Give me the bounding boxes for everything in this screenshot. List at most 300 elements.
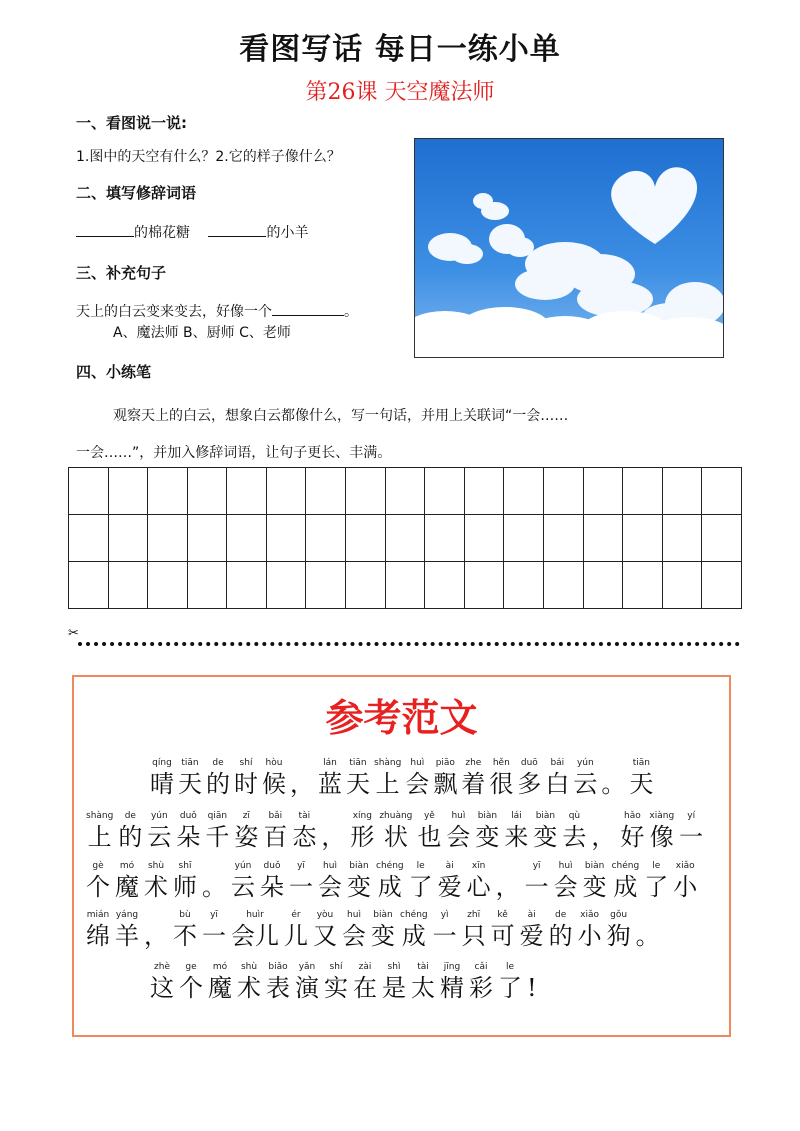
pinyin-char — [284, 909, 308, 951]
sample-line — [150, 757, 653, 799]
pinyin-char — [231, 860, 255, 902]
hanzi: 了 — [644, 873, 669, 901]
pinyin-char — [527, 961, 537, 1003]
grid-cell[interactable] — [543, 515, 583, 562]
pinyin: xiàng — [649, 811, 675, 821]
hanzi: 好 — [620, 823, 645, 851]
hanzi: 很 — [489, 770, 514, 798]
pinyin: bǎi — [268, 811, 283, 821]
grid-cell[interactable] — [227, 468, 267, 515]
pinyin-char — [649, 810, 674, 852]
pinyin: bù — [179, 910, 191, 920]
hanzi: 的 — [206, 770, 230, 798]
grid-cell[interactable] — [187, 562, 227, 609]
grid-cell[interactable] — [464, 562, 504, 609]
grid-cell[interactable] — [385, 562, 425, 609]
pinyin: le — [416, 861, 425, 871]
hanzi: 爱 — [437, 873, 462, 901]
pinyin-char — [342, 909, 366, 951]
pinyin-char — [601, 757, 625, 799]
grid-cell[interactable] — [543, 468, 583, 515]
pinyin: zài — [358, 962, 372, 972]
grid-cell[interactable] — [266, 468, 306, 515]
hanzi: 天 — [629, 770, 654, 798]
pinyin-char — [176, 810, 200, 852]
pinyin: yún — [150, 811, 168, 821]
hanzi: 小 — [673, 873, 698, 901]
pinyin: yì — [440, 910, 449, 920]
pinyin: le — [652, 861, 661, 871]
pinyin-char — [115, 860, 139, 902]
hanzi: 师 — [173, 873, 197, 901]
grid-cell[interactable] — [702, 562, 742, 609]
pinyin-char — [496, 860, 520, 902]
hanzi: 会 — [318, 873, 342, 901]
hanzi: 羊 — [115, 922, 139, 950]
hanzi: 白 — [545, 770, 570, 798]
pinyin: duō — [520, 758, 538, 768]
pinyin-char — [86, 909, 110, 951]
sentence-blank[interactable] — [272, 301, 344, 316]
grid-cell[interactable] — [187, 468, 227, 515]
grid-cell[interactable] — [187, 515, 227, 562]
hanzi: 表 — [266, 974, 290, 1002]
pinyin-char — [234, 757, 258, 799]
pinyin-char — [382, 961, 406, 1003]
page-title: 看图写话 每日一练小单 — [239, 32, 561, 67]
pinyin-char — [491, 909, 515, 951]
grid-cell[interactable] — [425, 515, 465, 562]
grid-cell[interactable] — [69, 515, 109, 562]
pinyin-char — [179, 961, 203, 1003]
pinyin-char — [400, 909, 428, 951]
grid-cell[interactable] — [108, 562, 148, 609]
hanzi: 态 — [292, 823, 317, 851]
pinyin: shù — [240, 962, 258, 972]
grid-cell[interactable] — [148, 515, 188, 562]
pinyin: shí — [239, 758, 253, 768]
hanzi: 一 — [202, 922, 226, 950]
pinyin: yáng — [115, 910, 139, 920]
pinyin: gǒu — [610, 910, 628, 920]
pinyin: huìr — [246, 910, 264, 920]
hanzi: 变 — [371, 922, 395, 950]
pinyin: biàn — [349, 861, 369, 871]
pinyin-char — [147, 810, 171, 852]
pinyin-char — [206, 757, 230, 799]
pinyin: ài — [527, 910, 536, 920]
grid-cell[interactable] — [662, 515, 702, 562]
hanzi: 个 — [179, 974, 203, 1002]
pinyin-char — [86, 860, 110, 902]
grid-cell[interactable] — [583, 562, 623, 609]
pinyin: yī — [532, 861, 541, 871]
hanzi: 了 — [408, 873, 433, 901]
pinyin: xiǎo — [675, 861, 695, 871]
pinyin: ér — [291, 910, 301, 920]
grid-row — [69, 515, 742, 562]
hanzi: 飘 — [433, 770, 458, 798]
grid-cell[interactable] — [385, 515, 425, 562]
grid-cell[interactable] — [464, 468, 504, 515]
hanzi: 一 — [289, 873, 313, 901]
pinyin-char — [266, 961, 290, 1003]
pinyin-char — [321, 810, 345, 852]
hanzi: 蓝 — [318, 770, 342, 798]
scissor-icon: ✂ — [68, 626, 79, 641]
pinyin: huì — [451, 811, 466, 821]
pinyin: lán — [323, 758, 337, 768]
sample-essay-box — [72, 675, 731, 1037]
grid-cell[interactable] — [266, 515, 306, 562]
hanzi: ， — [144, 922, 168, 950]
pinyin-char — [144, 909, 168, 951]
grid-cell[interactable] — [425, 468, 465, 515]
hanzi: 上 — [87, 823, 112, 851]
hanzi: 晴 — [150, 770, 174, 798]
hanzi: 天 — [346, 770, 370, 798]
hanzi: 。 — [202, 873, 226, 901]
pinyin: biàn — [535, 811, 556, 821]
pinyin: piāo — [435, 758, 455, 768]
hanzi: 姿 — [234, 823, 259, 851]
pinyin-char — [178, 757, 202, 799]
pinyin-char — [498, 961, 522, 1003]
grid-cell[interactable] — [227, 562, 267, 609]
hanzi: 可 — [490, 922, 515, 950]
hanzi: 心 — [466, 873, 491, 901]
pinyin: tài — [298, 811, 311, 821]
grid-cell[interactable] — [385, 468, 425, 515]
fill-blank-2[interactable] — [208, 222, 266, 237]
pinyin: shàng — [374, 758, 402, 768]
hanzi: 云 — [231, 873, 255, 901]
hanzi: 不 — [173, 922, 197, 950]
pinyin-char — [533, 810, 557, 852]
grid-cell[interactable] — [346, 468, 386, 515]
hanzi: 变 — [533, 823, 558, 851]
grid-cell[interactable] — [346, 562, 386, 609]
grid-cell[interactable] — [306, 562, 346, 609]
hanzi: ! — [527, 974, 537, 1002]
sky-clouds-image — [414, 138, 724, 358]
pinyin: huì — [323, 861, 337, 871]
grid-cell[interactable] — [148, 468, 188, 515]
grid-cell[interactable] — [662, 562, 702, 609]
hanzi: 朵 — [176, 823, 201, 851]
hanzi: 狗 — [606, 922, 631, 950]
pinyin: huì — [410, 758, 425, 768]
hanzi: 魔 — [208, 974, 232, 1002]
hanzi: 着 — [461, 770, 486, 798]
pinyin: de — [124, 811, 136, 821]
pinyin: duǒ — [263, 861, 281, 871]
pinyin: chéng — [376, 861, 404, 871]
hanzi: 会儿 — [231, 922, 279, 950]
pinyin-char — [446, 810, 470, 852]
cut-line — [78, 642, 740, 646]
grid-cell[interactable] — [69, 468, 109, 515]
pinyin: yún — [576, 758, 594, 768]
hanzi: 时 — [234, 770, 258, 798]
pinyin-char — [578, 909, 602, 951]
pinyin-char — [549, 909, 573, 951]
grid-cell[interactable] — [662, 468, 702, 515]
pinyin-char — [462, 909, 486, 951]
pinyin-char — [318, 757, 342, 799]
pinyin: duǒ — [179, 811, 197, 821]
pinyin: huì — [558, 861, 573, 871]
pinyin-char — [353, 961, 377, 1003]
pinyin: shì — [387, 962, 401, 972]
pinyin-char — [440, 961, 464, 1003]
hanzi: 候 — [262, 770, 286, 798]
grid-cell[interactable] — [623, 562, 663, 609]
pinyin-char — [636, 909, 660, 951]
pinyin-char — [679, 810, 703, 852]
sample-line — [86, 860, 697, 902]
pinyin-char — [350, 810, 374, 852]
hanzi: 成 — [401, 922, 426, 950]
pinyin-char — [525, 860, 549, 902]
pinyin: cǎi — [474, 962, 488, 972]
pinyin-char — [150, 961, 174, 1003]
hanzi: 朵 — [260, 873, 284, 901]
pinyin: biàn — [373, 910, 393, 920]
hanzi: 彩 — [469, 974, 493, 1002]
pinyin: zhe — [465, 758, 482, 768]
grid-cell[interactable] — [69, 562, 109, 609]
pinyin-char — [290, 757, 314, 799]
section-4-prompt-line-2: 一会……”，并加入修辞词语，让句子更长、丰满。 — [76, 445, 392, 461]
grid-cell[interactable] — [306, 468, 346, 515]
pinyin: shí — [329, 962, 343, 972]
pinyin: yě — [423, 811, 435, 821]
pinyin: mó — [119, 861, 135, 871]
section-4-prompt-line-1: 观察天上的白云，想象白云都像什么，写一句话，并用上关联词“一会…… — [113, 408, 569, 424]
grid-cell[interactable] — [583, 468, 623, 515]
grid-cell[interactable] — [425, 562, 465, 609]
hanzi: 一 — [679, 823, 704, 851]
pinyin-char — [433, 909, 457, 951]
sample-line — [86, 810, 703, 852]
section-2-blanks — [76, 222, 308, 242]
pinyin: chéng — [400, 910, 428, 920]
pinyin-char — [324, 961, 348, 1003]
grid-cell[interactable] — [464, 515, 504, 562]
hanzi: 的 — [118, 823, 143, 851]
pinyin-char — [379, 810, 412, 852]
pinyin: biǎo — [268, 962, 288, 972]
grid-cell[interactable] — [623, 515, 663, 562]
grid-row — [69, 562, 742, 609]
hanzi: 个 — [86, 873, 110, 901]
hanzi: 绵 — [86, 922, 110, 950]
pinyin-char — [318, 860, 342, 902]
grid-cell[interactable] — [346, 515, 386, 562]
pinyin-char — [573, 757, 597, 799]
pinyin-char — [520, 909, 544, 951]
pinyin-char — [562, 810, 586, 852]
pinyin-char — [620, 810, 644, 852]
lesson-subtitle: 第26课 天空魔法师 — [305, 80, 495, 105]
hanzi: 太 — [411, 974, 435, 1002]
pinyin: hǎo — [624, 811, 641, 821]
pinyin-char — [231, 909, 279, 951]
hanzi: 在 — [353, 974, 377, 1002]
hanzi: 魔 — [115, 873, 139, 901]
pinyin: tài — [417, 962, 429, 972]
sample-line — [86, 909, 660, 951]
section-2-heading: 二、填写修辞词语 — [76, 184, 197, 202]
hanzi: 上 — [375, 770, 400, 798]
hanzi: 会 — [342, 922, 366, 950]
pinyin: qù — [568, 811, 581, 821]
sample-line — [150, 961, 537, 1003]
pinyin-char — [237, 961, 261, 1003]
pinyin: kě — [497, 910, 508, 920]
pinyin-char — [475, 810, 499, 852]
pinyin: zhuàng — [379, 811, 413, 821]
hanzi: 会 — [553, 873, 578, 901]
pinyin: xīn — [471, 861, 486, 871]
pinyin-char — [347, 860, 371, 902]
sentence-text: 天上的白云变来变去，好像一个 — [76, 304, 272, 320]
hanzi: 了 — [498, 974, 522, 1002]
grid-cell[interactable] — [266, 562, 306, 609]
pinyin-char — [433, 757, 457, 799]
hanzi: 变 — [347, 873, 371, 901]
hanzi: 云 — [147, 823, 172, 851]
hanzi: 变 — [582, 873, 607, 901]
pinyin-char — [583, 860, 607, 902]
hanzi: 一 — [432, 922, 457, 950]
grid-cell[interactable] — [108, 515, 148, 562]
pinyin-char — [202, 860, 226, 902]
grid-cell[interactable] — [227, 515, 267, 562]
hanzi: 的 — [548, 922, 573, 950]
pinyin-char — [376, 860, 404, 902]
pinyin: ài — [445, 861, 454, 871]
pinyin: yī — [210, 910, 218, 920]
hanzi: 成 — [377, 873, 402, 901]
pinyin: qíng — [152, 758, 172, 768]
pinyin: zī — [242, 811, 250, 821]
pinyin: de — [212, 758, 224, 768]
pinyin: tiān — [181, 758, 199, 768]
hanzi: ， — [495, 873, 520, 901]
hanzi: 像 — [649, 823, 674, 851]
pinyin-char — [202, 909, 226, 951]
pinyin-char — [467, 860, 491, 902]
pinyin-char — [371, 909, 395, 951]
hanzi: 天 — [178, 770, 202, 798]
fill-blank-1[interactable] — [76, 222, 134, 237]
writing-grid[interactable] — [68, 467, 742, 609]
pinyin-char — [263, 810, 287, 852]
hanzi: 成 — [613, 873, 638, 901]
pinyin-char — [289, 860, 313, 902]
hanzi: 术 — [237, 974, 261, 1002]
hanzi: 去 — [562, 823, 587, 851]
pinyin: ge — [185, 962, 197, 972]
section-1-heading: 一、看图说一说: — [76, 114, 187, 132]
grid-cell[interactable] — [543, 562, 583, 609]
hanzi: 会 — [446, 823, 471, 851]
pinyin-char — [374, 757, 401, 799]
section-3-heading: 三、补充句子 — [76, 264, 167, 282]
grid-cell[interactable] — [148, 562, 188, 609]
hanzi: 。 — [601, 770, 626, 798]
pinyin: yī — [297, 861, 305, 871]
pinyin-char — [409, 860, 433, 902]
pinyin: mó — [212, 962, 228, 972]
grid-cell[interactable] — [702, 515, 742, 562]
grid-cell[interactable] — [306, 515, 346, 562]
hanzi: 实 — [324, 974, 348, 1002]
section-1-question: 1.图中的天空有什么？2.它的样子像什么？ — [76, 149, 341, 165]
grid-row — [69, 468, 742, 515]
pinyin-char — [591, 810, 615, 852]
grid-cell[interactable] — [623, 468, 663, 515]
pinyin: shī — [178, 861, 192, 871]
grid-cell[interactable] — [583, 515, 623, 562]
grid-cell[interactable] — [504, 562, 544, 609]
section-3-options: A、魔法师 B、厨师 C、老师 — [113, 325, 291, 341]
pinyin-char — [607, 909, 631, 951]
hanzi: 小 — [577, 922, 602, 950]
hanzi: 来 — [504, 823, 529, 851]
blank-2-word: 的小羊 — [266, 225, 309, 241]
pinyin-char — [262, 757, 286, 799]
pinyin-char — [144, 860, 168, 902]
pinyin: xíng — [352, 811, 372, 821]
pinyin: qiān — [207, 811, 228, 821]
pinyin-char — [612, 860, 640, 902]
pinyin: hěn — [492, 758, 510, 768]
pinyin-char — [118, 810, 142, 852]
pinyin-char — [260, 860, 284, 902]
grid-cell[interactable] — [504, 468, 544, 515]
pinyin: hòu — [265, 758, 283, 768]
pinyin: tiān — [349, 758, 367, 768]
pinyin-char — [173, 909, 197, 951]
pinyin-char — [205, 810, 229, 852]
grid-cell[interactable] — [702, 468, 742, 515]
pinyin-char — [489, 757, 513, 799]
pinyin: le — [505, 962, 515, 972]
pinyin-char — [405, 757, 429, 799]
grid-cell[interactable] — [108, 468, 148, 515]
hanzi: 又 — [313, 922, 337, 950]
hanzi: 千 — [205, 823, 230, 851]
pinyin: gè — [92, 861, 104, 871]
grid-cell[interactable] — [504, 515, 544, 562]
pinyin: bái — [550, 758, 565, 768]
pinyin: yǎn — [298, 962, 316, 972]
pinyin: jīng — [443, 962, 461, 972]
hanzi: 儿 — [284, 922, 308, 950]
pinyin: tiān — [632, 758, 650, 768]
section-3-sentence — [76, 301, 358, 321]
pinyin: lái — [511, 811, 522, 821]
pinyin: shàng — [86, 811, 114, 821]
section-4-heading: 四、小练笔 — [76, 363, 152, 381]
pinyin-char — [292, 810, 316, 852]
pinyin-char — [295, 961, 319, 1003]
pinyin-char — [173, 860, 197, 902]
pinyin: biàn — [584, 861, 605, 871]
